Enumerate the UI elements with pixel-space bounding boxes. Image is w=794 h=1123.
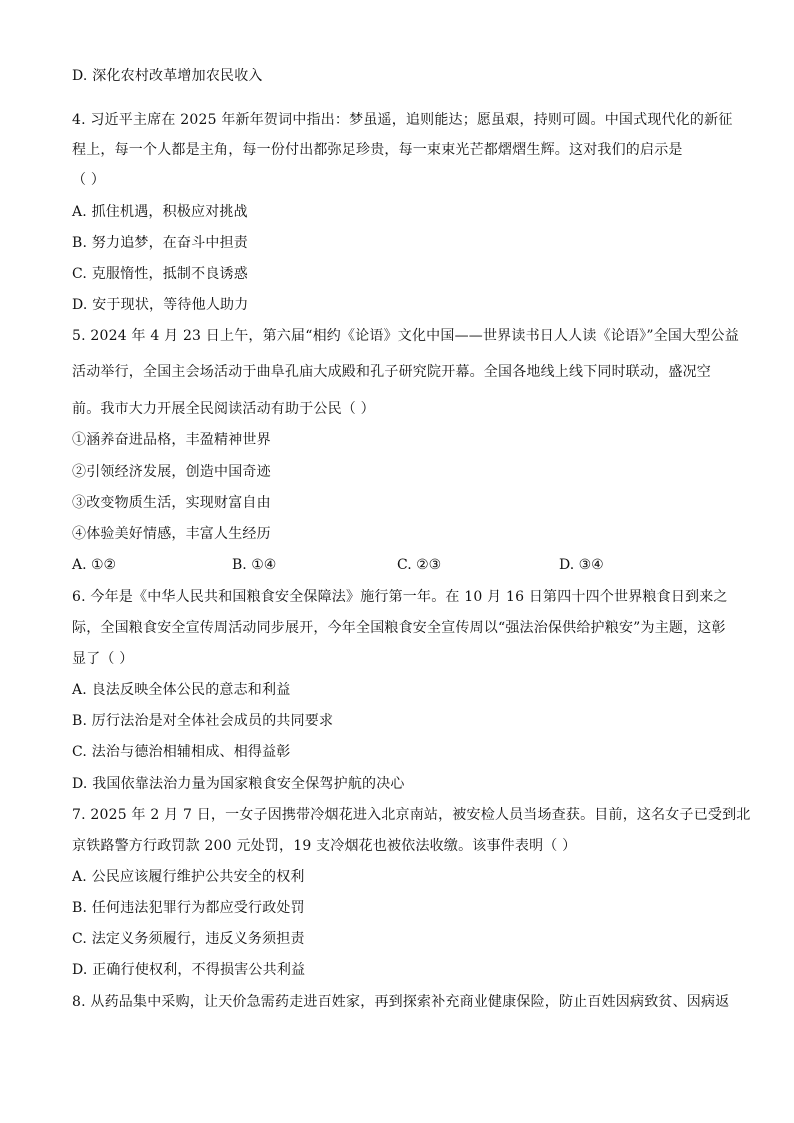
option-b-q6: B. 厉行法治是对全体社会成员的共同要求 xyxy=(72,713,334,729)
option-a-q6: A. 良法反映全体公民的意志和利益 xyxy=(72,682,291,698)
question-6-line-1: 6. 今年是《中华人民共和国粮食安全保障法》施行第一年。在 10 月 16 日第四十四个世界粮食日到来之 xyxy=(72,589,728,605)
question-4-line-2: 程上，每一个人都是主角，每一份付出都弥足珍贵，每一束束光芒都熠熠生辉。这对我们的启示是 xyxy=(72,142,683,158)
question-6-line-3: 显了（ ） xyxy=(72,651,134,667)
option-d-q7: D. 正确行使权利，不得损害公共利益 xyxy=(72,962,306,978)
question-4-blank: （ ） xyxy=(72,172,106,188)
choice-d-q5: D. ③④ xyxy=(559,557,604,573)
option-d-q4: D. 安于现状，等待他人助力 xyxy=(72,297,249,313)
choice-c-q5: C. ②③ xyxy=(397,557,442,573)
question-8-line-1: 8. 从药品集中采购，让天价急需药走进百姓家，再到探索补充商业健康保险，防止百姓因病致贫、因病返 xyxy=(72,994,730,1010)
choice-b-q5: B. ①④ xyxy=(232,557,277,573)
question-7-line-1: 7. 2025 年 2 月 7 日，一女子因携带冷烟花进入北京南站，被安检人员当场查获。目前，这名女子已受到北 xyxy=(72,807,751,823)
statement-4-q5: ④体验美好情感，丰富人生经历 xyxy=(72,526,271,542)
option-b-q7: B. 任何违法犯罪行为都应受行政处罚 xyxy=(72,900,305,916)
question-4-line-1: 4. 习近平主席在 2025 年新年贺词中指出：梦虽遥，追则能达；愿虽艰，持则可圆。中国式现代化的新征 xyxy=(72,112,733,128)
option-a-q4: A. 抓住机遇，积极应对挑战 xyxy=(72,204,248,220)
option-a-q7: A. 公民应该履行维护公共安全的权利 xyxy=(72,869,305,885)
option-d-q6: D. 我国依靠法治力量为国家粮食安全保驾护航的决心 xyxy=(72,776,405,792)
question-6-line-2: 际，全国粮食安全宣传周活动同步展开，今年全国粮食安全宣传周以“强法治保供给护粮安”为主题，这彰 xyxy=(72,620,726,636)
statement-2-q5: ②引领经济发展，创造中国奇迹 xyxy=(72,464,271,480)
option-c-q7: C. 法定义务须履行，违反义务须担责 xyxy=(72,931,305,947)
option-c-q6: C. 法治与德治相辅相成、相得益彰 xyxy=(72,744,291,760)
statement-1-q5: ①涵养奋进品格，丰盈精神世界 xyxy=(72,432,271,448)
option-b-q4: B. 努力追梦，在奋斗中担责 xyxy=(72,235,248,251)
statement-3-q5: ③改变物质生活，实现财富自由 xyxy=(72,495,271,511)
choice-a-q5: A. ①② xyxy=(72,557,117,573)
question-5-line-1: 5. 2024 年 4 月 23 日上午，第六届“相约《论语》文化中国——世界读书日人人读《论语》”全国大型公益 xyxy=(72,328,739,344)
option-d-q3: D. 深化农村改革增加农民收入 xyxy=(72,68,263,84)
question-5-line-3: 前。我市大力开展全民阅读活动有助于公民（ ） xyxy=(72,401,375,417)
question-5-line-2: 活动举行，全国主会场活动于曲阜孔庙大成殿和孔子研究院开幕。全国各地线上线下同时联动，盛况空 xyxy=(72,364,711,380)
question-7-line-2: 京铁路警方行政罚款 200 元处罚，19 支冷烟花也被依法收缴。该事件表明（ ） xyxy=(72,838,577,854)
option-c-q4: C. 克服惰性，抵制不良诱惑 xyxy=(72,266,248,282)
